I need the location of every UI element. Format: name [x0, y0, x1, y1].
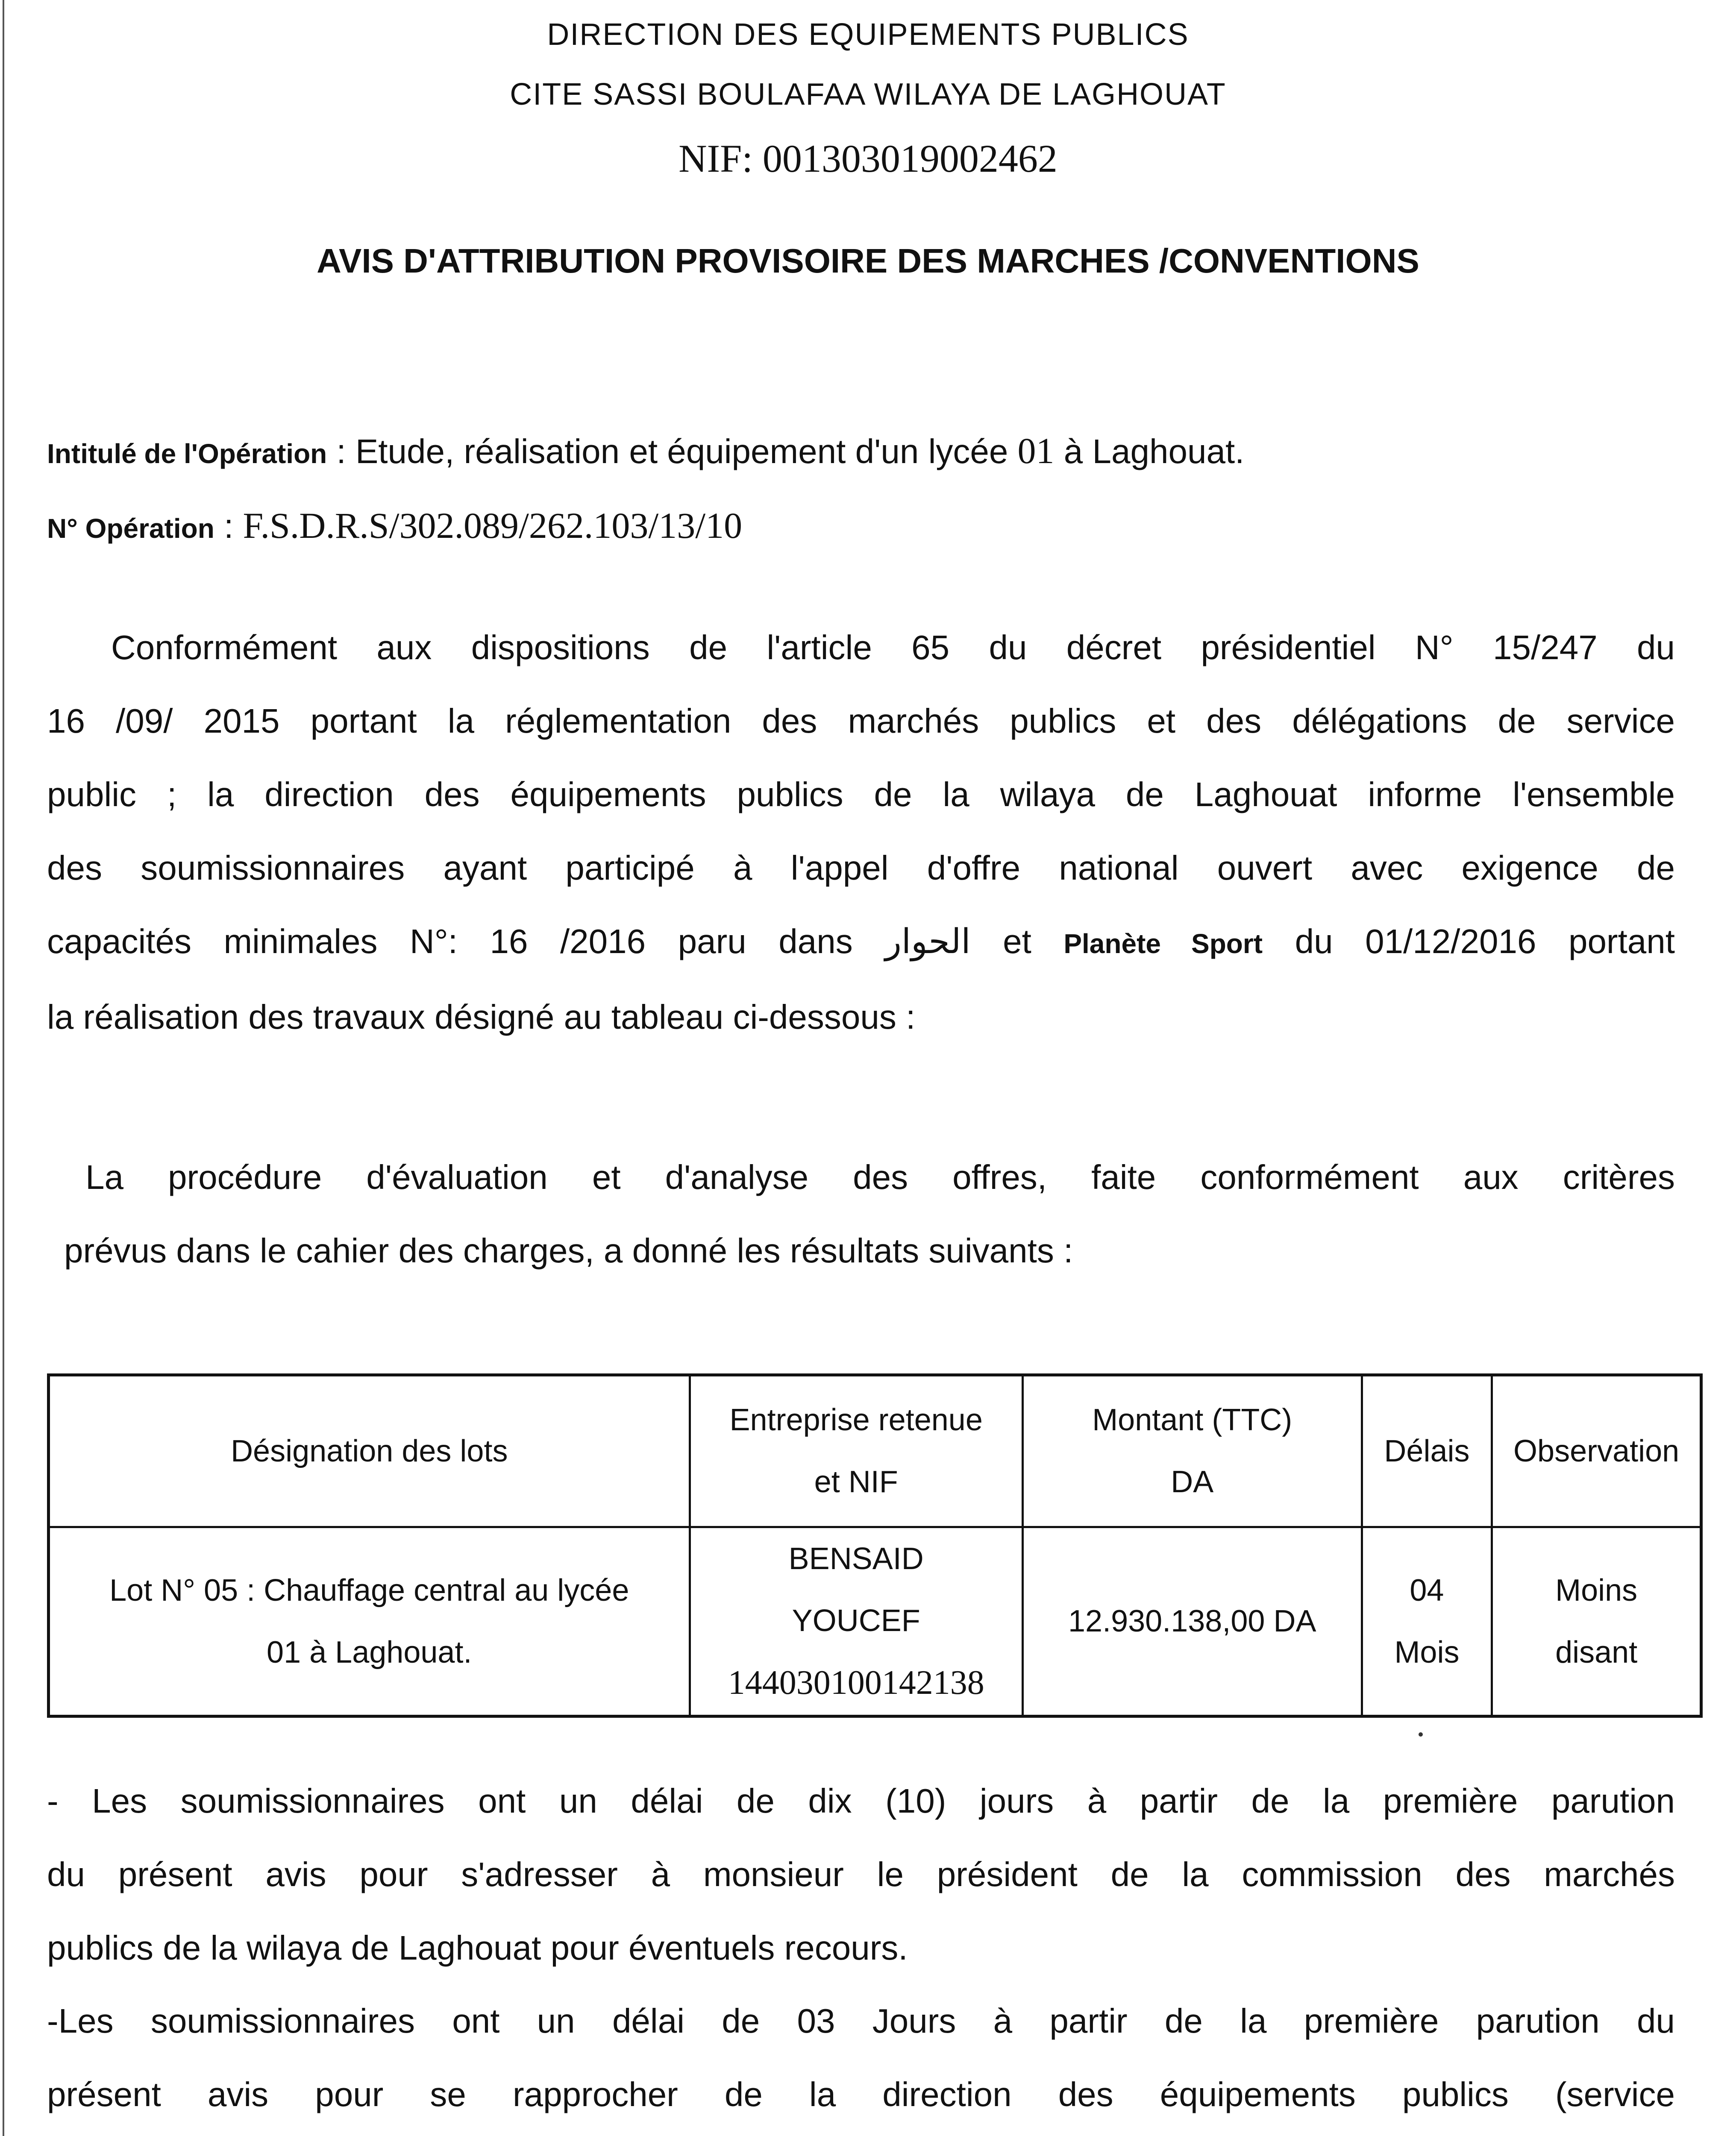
results-table — [47, 1373, 1703, 1718]
cell-entreprise: BENSAID YOUCEF 144030100142138 — [690, 1527, 1022, 1716]
paragraph-line-newspapers — [47, 905, 1675, 980]
table-row — [49, 1527, 1701, 1716]
page-left-edge — [3, 0, 4, 2136]
paragraph-line: 16 /09/ 2015 portant la réglementation des marchés publics et des délégations de service — [47, 702, 1675, 740]
operation-title-line — [47, 429, 1244, 472]
cell-delais: 04 Mois — [1362, 1527, 1492, 1716]
operation-title-sep: : — [327, 432, 355, 470]
operation-number-label: N° Opération — [47, 513, 214, 544]
paragraph-conformement — [47, 611, 1675, 1054]
paragraph-line: - Les soumissionnaires ont un délai de dix (10) jours à partir de la première parution — [47, 1782, 1675, 1820]
newspaper-arabic: الحوار — [885, 922, 971, 960]
header-designation: Désignation des lots — [49, 1375, 690, 1527]
operation-title-value-post: à Laghouat. — [1054, 432, 1245, 470]
paragraph-line: prévus dans le cahier des charges, a donné les résultats suivants : — [64, 1232, 1073, 1270]
header-montant: Montant (TTC) DA — [1022, 1375, 1362, 1527]
paragraph-line: publics de la wilaya de Laghouat pour éventuels recours. — [47, 1929, 908, 1967]
paragraph-line: des soumissionnaires ayant participé à l'appel d'offre national ouvert avec exigence de — [47, 849, 1675, 887]
paragraph-line: public ; la direction des équipements publics de la wilaya de Laghouat informe l'ensemble — [47, 775, 1675, 813]
paragraph-line: Conformément aux dispositions de l'article 65 du décret présidentiel N° 15/247 du — [111, 628, 1675, 666]
newspaper-planete-sport: Planète Sport — [1063, 928, 1263, 959]
paragraph-text: capacités minimales N°: 16 /2016 paru dans — [47, 922, 885, 960]
cell-lot: Lot N° 05 : Chauffage central au lycée 01 à Laghouat. — [49, 1527, 690, 1716]
header-delais: Délais — [1362, 1375, 1492, 1527]
paragraph-line — [47, 2131, 1675, 2136]
operation-number-sep: : — [214, 507, 243, 545]
operation-number-line — [47, 504, 742, 547]
table-header-row — [49, 1375, 1701, 1527]
operation-number-value: F.S.D.R.S/302.089/262.103/13/10 — [243, 505, 743, 546]
operation-title-value-pre: Etude, réalisation et équipement d'un lycée — [355, 432, 1018, 470]
cell-montant: 12.930.138,00 DA — [1022, 1527, 1362, 1716]
header-address: CITE SASSI BOULAFAA WILAYA DE LAGHOUAT — [510, 77, 1226, 111]
header-entreprise: Entreprise retenue et NIF — [690, 1375, 1022, 1527]
paragraph-line: -Les soumissionnaires ont un délai de 03 Jours à partir de la première parution du — [47, 2002, 1675, 2040]
operation-title-label: Intitulé de l'Opération — [47, 438, 327, 469]
paragraph-line: La procédure d'évaluation et d'analyse des offres, faite conformément aux critères — [85, 1158, 1675, 1196]
paragraph-line: du présent avis pour s'adresser à monsieur le président de la commission des marchés — [47, 1855, 1675, 1893]
cell-observation: Moins disant — [1492, 1527, 1701, 1716]
paragraph-text: du 01/12/2016 portant — [1263, 922, 1675, 960]
paragraph-procedure — [64, 1141, 1675, 1288]
paragraph-text: et — [970, 922, 1064, 960]
footer-paragraph-resultats — [47, 1984, 1675, 2136]
footer-paragraph-recours — [47, 1764, 1675, 1985]
paragraph-line: présent avis pour se rapprocher de la direction des équipements publics (service — [47, 2075, 1675, 2113]
operation-title-value-num: 01 — [1017, 430, 1055, 471]
scan-speck — [1419, 1732, 1423, 1737]
document-title: AVIS D'ATTRIBUTION PROVISOIRE DES MARCHES /CONVENTIONS — [317, 242, 1419, 280]
header-nif: NIF: 001303019002462 — [679, 137, 1057, 180]
header-direction: DIRECTION DES EQUIPEMENTS PUBLICS — [547, 18, 1189, 52]
paragraph-line: la réalisation des travaux désigné au tableau ci-dessous : — [47, 998, 916, 1036]
header-observation: Observation — [1492, 1375, 1701, 1527]
